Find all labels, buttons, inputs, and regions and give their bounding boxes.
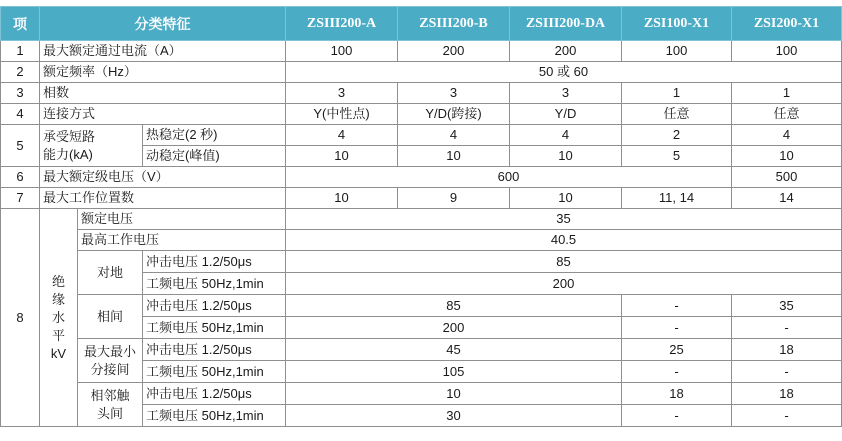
row-label: 相数 [40,83,286,104]
row-label: 额定频率（Hz） [40,62,286,83]
header-row [1,7,842,41]
cell-value: 100 [732,41,842,62]
cell-value: 10 [732,146,842,167]
test-label: 冲击电压 1.2/50μs [143,251,286,273]
row-number: 7 [1,188,40,209]
cell-value: 35 [286,209,842,230]
cell-value: - [732,405,842,427]
test-label: 工频电压 50Hz,1min [143,273,286,295]
header-index: 项 [1,7,40,41]
cell-value: 200 [286,273,842,295]
cell-value: 1 [622,83,732,104]
insulation-group-label [40,209,78,427]
table-row [1,339,842,361]
cell-value: 500 [732,167,842,188]
cell-value: 9 [398,188,510,209]
table-row [1,62,842,83]
cell-value: 10 [286,146,398,167]
test-label: 冲击电压 1.2/50μs [143,295,286,317]
table-row [1,188,842,209]
table-row [1,41,842,62]
sub-label: 额定电压 [78,209,286,230]
cell-value: 任意 [732,104,842,125]
row-label [40,125,143,167]
cell-value: 200 [510,41,622,62]
row-number: 8 [1,209,40,427]
cell-value: - [622,405,732,427]
row-number: 4 [1,104,40,125]
row-label: 最大额定通过电流（A） [40,41,286,62]
cell-value: 50 或 60 [286,62,842,83]
sub-group-label [78,339,143,383]
cell-value: 10 [510,188,622,209]
row-label: 最大额定级电压（V） [40,167,286,188]
group-char: kV [50,345,67,361]
sub-label: 热稳定(2 秒) [143,125,286,146]
header-model: ZSIII200-DA [510,7,622,41]
cell-value: 2 [622,125,732,146]
row-label: 连接方式 [40,104,286,125]
cell-value: - [622,361,732,383]
table-row [1,125,842,146]
spec-table [0,6,842,427]
header-model: ZSI100-X1 [622,7,732,41]
cell-value: 18 [732,383,842,405]
cell-value: 85 [286,251,842,273]
test-label: 工频电压 50Hz,1min [143,317,286,339]
cell-value: - [622,295,732,317]
cell-value: 35 [732,295,842,317]
cell-value: 30 [286,405,622,427]
table-row [1,295,842,317]
sub-group-label-line: 头间 [96,405,123,421]
sub-label: 动稳定(峰值) [143,146,286,167]
cell-value: 3 [398,83,510,104]
cell-value: 105 [286,361,622,383]
cell-value: 4 [286,125,398,146]
cell-value: 4 [398,125,510,146]
sub-label: 最高工作电压 [78,230,286,251]
table-row [1,209,842,230]
test-label: 冲击电压 1.2/50μs [143,383,286,405]
cell-value: 任意 [622,104,732,125]
sub-group-label-line: 相邻触 [90,387,130,403]
row-label: 最大工作位置数 [40,188,286,209]
header-model: ZSIII200-B [398,7,510,41]
cell-value: 11, 14 [622,188,732,209]
header-model: ZSI200-X1 [732,7,842,41]
group-char: 缘 [51,291,65,307]
cell-value: 10 [286,383,622,405]
sub-group-label: 对地 [78,251,143,295]
table-row [1,167,842,188]
row-number: 6 [1,167,40,188]
cell-value: - [622,317,732,339]
row-label-line: 能力(kA) [43,146,93,162]
table-row [1,230,842,251]
table-row [1,383,842,405]
group-char: 绝 [51,273,65,289]
cell-value: 10 [286,188,398,209]
cell-value: - [732,317,842,339]
cell-value: Y(中性点) [286,104,398,125]
test-label: 冲击电压 1.2/50μs [143,339,286,361]
cell-value: - [732,361,842,383]
table-row [1,83,842,104]
cell-value: 5 [622,146,732,167]
sub-group-label [78,383,143,427]
cell-value: Y/D [510,104,622,125]
cell-value: 40.5 [286,230,842,251]
row-number: 3 [1,83,40,104]
sub-group-label-line: 分接间 [90,361,130,377]
group-char: 水 [51,309,65,325]
table-row [1,251,842,273]
cell-value: 85 [286,295,622,317]
header-model: ZSIII200-A [286,7,398,41]
cell-value: 100 [286,41,398,62]
cell-value: Y/D(跨接) [398,104,510,125]
table-row [1,104,842,125]
row-number: 1 [1,41,40,62]
sub-group-label: 相间 [78,295,143,339]
row-number: 2 [1,62,40,83]
cell-value: 200 [286,317,622,339]
group-char: 平 [51,327,65,343]
cell-value: 10 [510,146,622,167]
test-label: 工频电压 50Hz,1min [143,405,286,427]
header-category: 分类特征 [40,7,286,41]
cell-value: 25 [622,339,732,361]
cell-value: 18 [732,339,842,361]
cell-value: 18 [622,383,732,405]
cell-value: 4 [510,125,622,146]
cell-value: 600 [286,167,732,188]
cell-value: 3 [286,83,398,104]
cell-value: 14 [732,188,842,209]
cell-value: 10 [398,146,510,167]
cell-value: 1 [732,83,842,104]
cell-value: 200 [398,41,510,62]
row-label-line: 承受短路 [43,128,96,144]
sub-group-label-line: 最大最小 [83,343,136,359]
cell-value: 3 [510,83,622,104]
test-label: 工频电压 50Hz,1min [143,361,286,383]
cell-value: 45 [286,339,622,361]
row-number: 5 [1,125,40,167]
cell-value: 4 [732,125,842,146]
cell-value: 100 [622,41,732,62]
